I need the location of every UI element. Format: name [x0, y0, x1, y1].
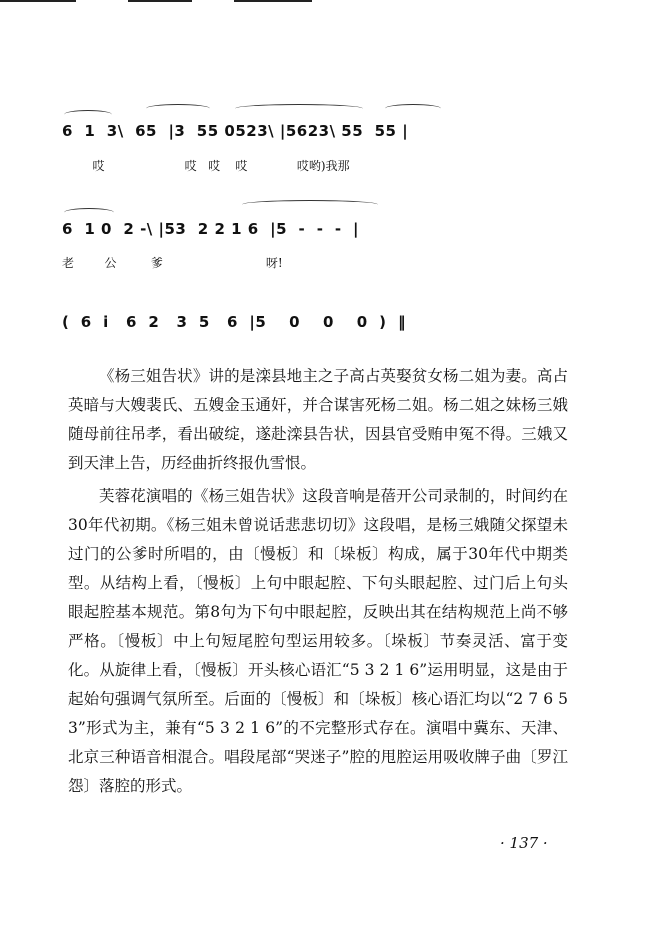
paragraph: 芙蓉花演唱的《杨三姐告状》这段音响是蓓开公司录制的，时间约在30年代初期。《杨三姐未曾说话悲悲切切》这段唱，是杨三娥随父探望未过门的公爹时所唱的，由〔慢板〕和〔垛板〕构成，属于30年代中期类型。从结构上看，〔慢板〕上句中眼起腔、下句头眼起腔、过门后上句头眼起腔基本规范。第8句为下句中眼起腔，反映出其在结构规范上尚不够严格。〔慢板〕中上句短尾腔句型运用较多。〔垛板〕节奏灵活、富于变化。从旋律上看，〔慢板〕开头核心语汇“5 3 2 1 6”运用明显，这是由于起始句强调气氛所至。后面的〔慢板〕和〔垛板〕核心语汇均以“2 7 6 5 3”形式为主，兼有“5 3 2 1 6”的不完整形式存在。演唱中冀东、天津、北京三种语音相混合。唱段尾部“哭迷子”腔的甩腔运用吸收牌子曲〔罗江怨〕落腔的形式。 — [68, 487, 568, 795]
slur — [385, 104, 441, 113]
slur — [242, 200, 378, 209]
slur — [146, 104, 210, 113]
slur — [64, 110, 112, 119]
top-rule-left — [0, 0, 76, 2]
score-line-2: 6 1 0 2 -\ |53 2 2 1 6 |5 - - - | — [62, 220, 360, 238]
page-number: · 137 · — [500, 834, 548, 852]
lyric-line-1: 哎 哎 哎 哎 哎哟)我那 — [62, 159, 350, 173]
score-line-3: ( 6 i 6 2 3 5 6 |5 0 0 0 ) ‖ — [62, 313, 406, 331]
score-line-1: 6 1 3\ 65 |3 55 0523\ |5623\ 55 55 | — [62, 122, 409, 140]
slur — [235, 104, 363, 113]
slur — [64, 208, 114, 217]
paragraph: 《杨三姐告状》讲的是滦县地主之子高占英娶贫女杨二姐为妻。高占英暗与大嫂裴氏、五嫂金玉通奸，并合谋害死杨二姐。杨二姐之妹杨三娥随母前往吊孝，看出破绽，遂赴滦县告状，因县官受贿申冤不得。三娥又到天津上告，历经曲折终报仇雪恨。 — [68, 367, 568, 472]
top-rule-right — [234, 0, 312, 2]
body-text — [68, 362, 568, 801]
lyric-line-2: 老 公 爹 呀! — [62, 256, 283, 270]
top-rule-center — [128, 0, 192, 2]
